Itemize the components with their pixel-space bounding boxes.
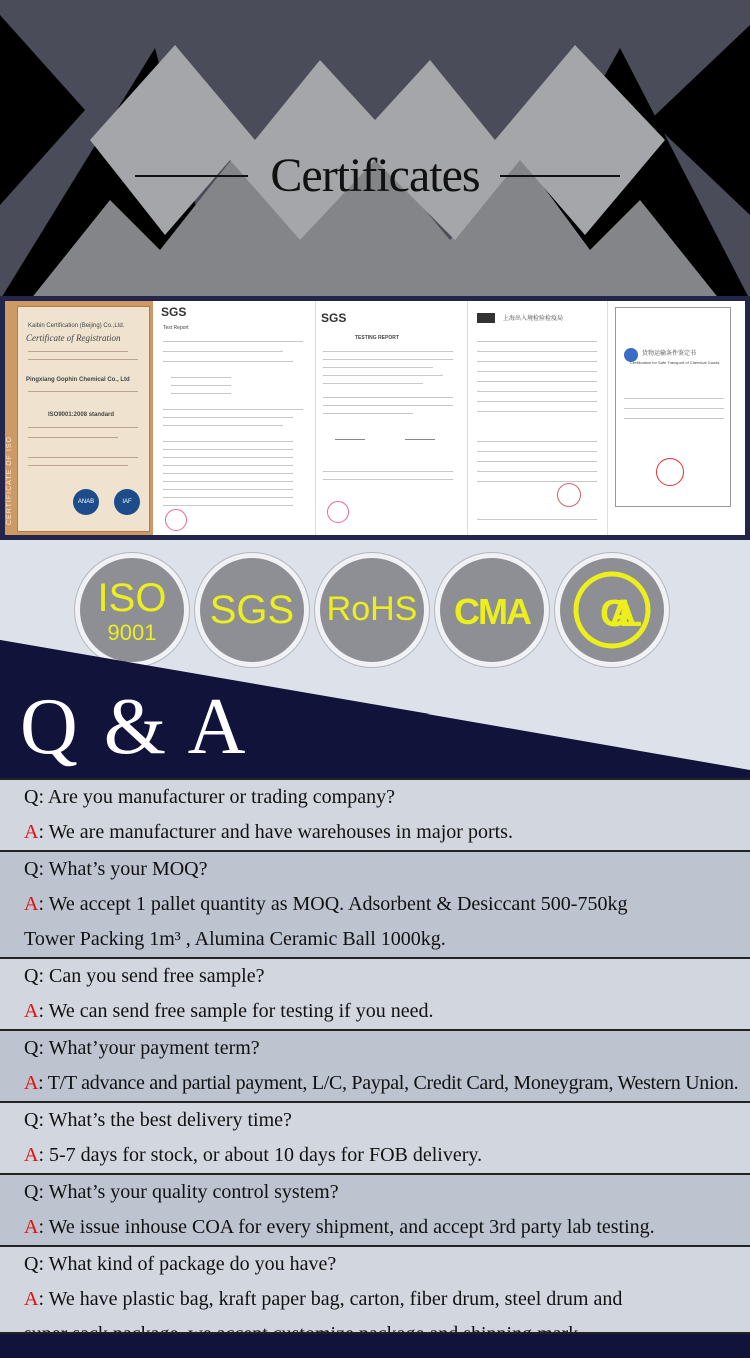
transport-certificate-image	[607, 301, 745, 535]
sgs-test-report-image	[153, 301, 316, 535]
faq-item	[0, 1173, 750, 1245]
certificate-holder: Pingxiang Gophin Chemical Co., Ltd	[26, 377, 130, 383]
faq-item	[0, 1101, 750, 1173]
faq-item	[0, 850, 750, 957]
stamp-icon	[557, 483, 581, 507]
stamp-icon	[327, 501, 349, 523]
faq-question: Q: Can you send free sample?	[24, 965, 265, 987]
certificates-strip	[0, 296, 750, 540]
faq-item	[0, 1029, 750, 1101]
certificate-heading: Certificate of Registration	[26, 333, 121, 343]
doc-heading: 货物运输条件鉴定书	[642, 350, 697, 357]
faq-answer: A: We accept 1 pallet quantity as MOQ. Adsorbent & Desiccant 500-750kg	[24, 893, 628, 915]
inspection-report-image	[467, 301, 608, 535]
sgs-testing-report-image	[315, 301, 468, 535]
emblem-icon	[477, 313, 495, 323]
certificates-header	[0, 0, 750, 300]
badge-sublabel: 9001	[107, 620, 157, 645]
faq-question: Q: What’s the best delivery time?	[24, 1109, 292, 1131]
certificate-side-text: CERTIFICATE OF ISO	[6, 436, 13, 525]
certificate-standard: ISO9001:2008 standard	[48, 412, 115, 418]
faq-answer: A: We issue inhouse COA for every shipment, and accept 3rd party lab testing.	[24, 1216, 655, 1238]
svg-text:CMA: CMA	[454, 591, 530, 632]
doc-heading: 上海出入境检验检疫局	[503, 315, 564, 322]
badge-label: ISO	[97, 576, 167, 620]
faq-item	[0, 778, 750, 850]
faq-question: Q: What’s your MOQ?	[24, 858, 208, 880]
doc-heading: TESTING REPORT	[355, 335, 399, 341]
iso-certificate-image	[5, 301, 153, 535]
faq-answer: A: We have plastic bag, kraft paper bag, carton, fiber drum, steel drum and	[24, 1288, 623, 1310]
svg-text:CAL: CAL	[599, 593, 625, 635]
faq-item	[0, 957, 750, 1029]
iaf-logo: IAF	[114, 489, 140, 515]
stamp-icon	[656, 458, 684, 486]
faq-question: Q: What’s your quality control system?	[24, 1181, 339, 1203]
signature-icon	[405, 431, 435, 440]
faq-answer: A: T/T advance and partial payment, L/C, Paypal, Credit Card, Moneygram, Western Union.	[24, 1072, 739, 1094]
anab-logo: ANAB	[73, 489, 99, 515]
faq-list	[0, 778, 750, 1352]
bottom-bar	[0, 1332, 750, 1358]
qa-title: Q & A	[20, 683, 249, 771]
sgs-logo: SGS	[321, 311, 347, 325]
faq-answer-continued: Tower Packing 1m³ , Alumina Ceramic Ball 1000kg.	[24, 928, 446, 950]
doc-subheading: Certification for Safe Transport of Chemical Goods	[630, 360, 720, 365]
doc-heading: Test Report	[163, 325, 189, 331]
badge-label: SGS	[209, 588, 295, 632]
page-title: Certificates	[270, 149, 480, 202]
sgs-logo: SGS	[161, 305, 187, 319]
signature-icon	[335, 431, 365, 440]
badge-label: RoHS	[326, 590, 418, 628]
faq-question: Q: What kind of package do you have?	[24, 1253, 337, 1275]
faq-question: Q: What’your payment term?	[24, 1037, 260, 1059]
certifier-name: Kaibin Certification (Beijing) Co.,Ltd.	[28, 323, 125, 329]
faq-question: Q: Are you manufacturer or trading company?	[24, 786, 395, 808]
faq-answer: A: We can send free sample for testing if you need.	[24, 1000, 434, 1022]
faq-answer: A: We are manufacturer and have warehouses in major ports.	[24, 821, 513, 843]
faq-answer: A: 5-7 days for stock, or about 10 days for FOB delivery.	[24, 1144, 483, 1166]
stamp-icon	[165, 509, 187, 531]
